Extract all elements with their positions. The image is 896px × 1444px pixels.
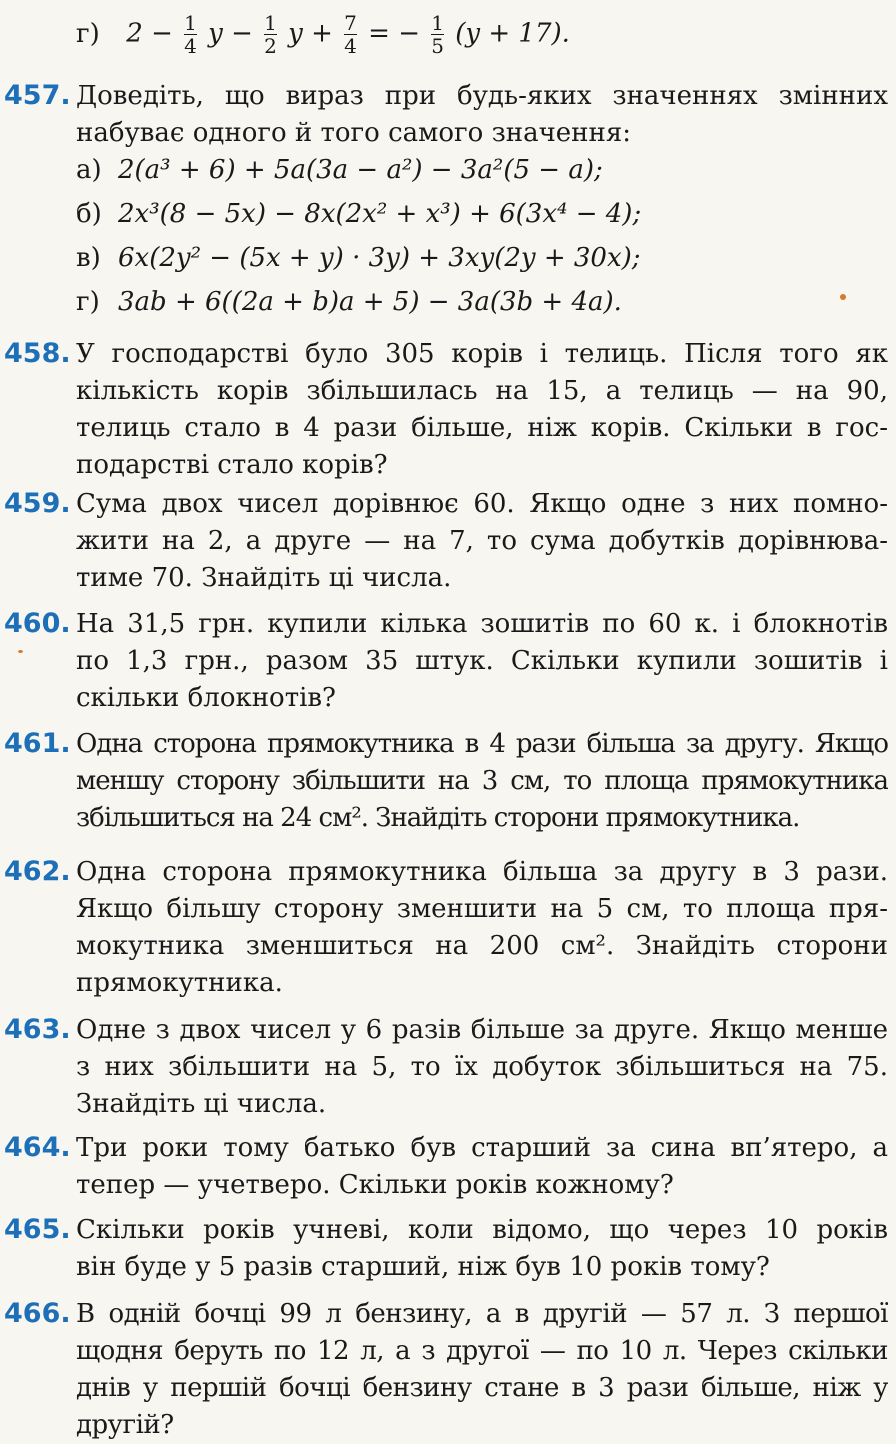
problem-number: 462. bbox=[4, 856, 71, 887]
expression: 6x(2y² − (5x + y) · 3y) + 3xy(2y + 30x); bbox=[118, 243, 641, 273]
fraction: $\frac{1}{5}$ bbox=[431, 11, 444, 58]
problem-number: 463. bbox=[4, 1014, 71, 1045]
problem-number: 460. bbox=[4, 608, 71, 639]
text-line: Одна сторона прямокутника в 4 рази більша за другу. Якщо bbox=[76, 729, 888, 759]
text-line: жити на 2, а друге — на 7, то сума добутків дорівнюва- bbox=[76, 526, 888, 556]
text-line: збільшиться на 24 см². Знайдіть сторони прямокутника. bbox=[76, 803, 800, 833]
expression: 3ab + 6((2a + b)a + 5) − 3a(3b + 4a). bbox=[118, 287, 622, 317]
problem-number: 459. bbox=[4, 488, 71, 519]
text-line: мокутника зменшиться на 200 см². Знайдіть сторони bbox=[76, 931, 888, 961]
ink-speck bbox=[18, 650, 23, 653]
text-line: набуває одного й того самого значення: bbox=[76, 118, 631, 148]
text-line: Знайдіть ці числа. bbox=[76, 1089, 327, 1119]
equation-g: г) 2 − $\frac{1}{4}$ y − $\frac{1}{2}$ y + $\frac{7}{4}$ = − $\frac{1}{5}$ (y + 17). bbox=[76, 11, 570, 58]
problem-number: 464. bbox=[4, 1132, 71, 1163]
text-line: Доведіть, що вираз при будь-яких значеннях змінних bbox=[76, 81, 888, 111]
text-line: по 1,3 грн., разом 35 штук. Скільки купили зошитів і bbox=[76, 646, 888, 676]
text-line: Одна сторона прямокутника більша за другу в 3 рази. bbox=[76, 857, 888, 887]
problem-number: 461. bbox=[4, 728, 71, 759]
text-line: він буде у 5 разів старший, ніж був 10 років тому? bbox=[76, 1252, 770, 1282]
text-line: днів у першій бочці бензину стане в 3 рази більше, ніж у bbox=[76, 1373, 888, 1403]
text-line: меншу сторону збільшити на 3 см, то площа прямокутника bbox=[76, 766, 888, 796]
item-b: б) 2x³(8 − 5x) − 8x(2x² + x³) + 6(3x⁴ − 4); bbox=[76, 199, 642, 229]
text-line: з них збільшити на 5, то їх добуток збільшиться на 75. bbox=[76, 1052, 888, 1082]
expression: 2(a³ + 6) + 5a(3a − a²) − 3a²(5 − a); bbox=[118, 155, 603, 185]
item-a: а) 2(a³ + 6) + 5a(3a − a²) − 3a²(5 − a); bbox=[76, 155, 603, 185]
item-label: г) bbox=[76, 18, 100, 49]
text-line: скільки блокнотів? bbox=[76, 683, 336, 713]
fraction: $\frac{1}{4}$ bbox=[184, 11, 197, 58]
text-line: Скільки років учневі, коли відомо, що через 10 років bbox=[76, 1215, 888, 1245]
text-line: Якщо більшу сторону зменшити на 5 см, то площа пря- bbox=[76, 894, 888, 924]
problem-number: 458. bbox=[4, 338, 71, 369]
text-line: Одне з двох чисел у 6 разів більше за друге. Якщо менше bbox=[76, 1015, 888, 1045]
text-line: кількість корів збільшилась на 15, а телиць — на 90, bbox=[76, 376, 888, 406]
text-line: тиме 70. Знайдіть ці числа. bbox=[76, 563, 452, 593]
text-line: подарстві стало корів? bbox=[76, 450, 388, 480]
item-g: г) 3ab + 6((2a + b)a + 5) − 3a(3b + 4a). bbox=[76, 287, 622, 317]
text-line: На 31,5 грн. купили кілька зошитів по 60 к. і блокнотів bbox=[76, 609, 888, 639]
text-line: телиць стало в 4 рази більше, ніж корів. Скільки в гос- bbox=[76, 413, 888, 443]
problem-number: 465. bbox=[4, 1214, 71, 1245]
problem-number: 466. bbox=[4, 1298, 71, 1329]
text-line: тепер — учетверо. Скільки років кожному? bbox=[76, 1170, 674, 1200]
text-line: В одній бочці 99 л бензину, а в другій — 57 л. З першої bbox=[76, 1299, 888, 1329]
text-line: прямокутника. bbox=[76, 968, 283, 998]
item-v: в) 6x(2y² − (5x + y) · 3y) + 3xy(2y + 30x); bbox=[76, 243, 641, 273]
fraction: $\frac{7}{4}$ bbox=[344, 11, 357, 58]
ink-speck bbox=[840, 294, 846, 300]
text-line: Три роки тому батько був старший за сина вп’ятеро, а bbox=[76, 1133, 888, 1163]
text-line: Сума двох чисел дорівнює 60. Якщо одне з них помно- bbox=[76, 489, 888, 519]
fraction: $\frac{1}{2}$ bbox=[264, 11, 277, 58]
text-line: другій? bbox=[76, 1410, 174, 1440]
expression: 2x³(8 − 5x) − 8x(2x² + x³) + 6(3x⁴ − 4); bbox=[118, 199, 642, 229]
text-line: У господарстві було 305 корів і телиць. Після того як bbox=[76, 339, 888, 369]
problem-number: 457. bbox=[4, 80, 71, 111]
text-line: щодня беруть по 12 л, а з другої — по 10 л. Через скільки bbox=[76, 1336, 888, 1366]
